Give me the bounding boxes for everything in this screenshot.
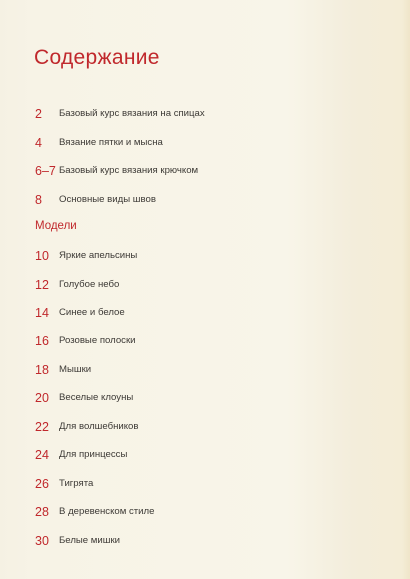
toc-page-number: 10 [35,249,49,263]
toc-entry-label: Для волшебников [59,421,139,432]
toc-page-number: 14 [35,306,49,320]
toc-entry [35,420,365,436]
toc-entry [35,534,365,550]
toc-entry-label: Мышки [59,364,92,375]
toc-entry-label: Основные виды швов [59,194,156,205]
toc-entry [35,306,365,322]
toc-entry [35,505,365,521]
toc-entry [35,363,365,379]
toc-page-number: 8 [35,193,42,207]
toc-entry [35,193,365,209]
toc-page-number: 30 [35,534,49,548]
toc-entry-label: Синее и белое [59,307,125,318]
toc-entry [35,477,365,493]
toc-entry [35,107,365,123]
toc-entry-label: Яркие апельсины [59,250,138,261]
toc-entry-label: В деревенском стиле [59,506,155,517]
toc-entry-label: Розовые полоски [59,335,136,346]
toc-entry-label: Белые мишки [59,535,121,546]
toc-entry [35,278,365,294]
toc-entry-label: Базовый курс вязания на спицах [59,108,205,119]
page-title: Содержание [34,46,160,69]
toc-page-number: 22 [35,420,49,434]
toc-entry-label: Тигрята [59,478,94,489]
toc-page-number: 28 [35,505,49,519]
toc-entry [35,391,365,407]
toc-entry [35,334,365,350]
toc-page-number: 24 [35,448,49,462]
toc-entry [35,164,365,180]
toc-entry [35,448,365,464]
toc-page-number: 26 [35,477,49,491]
toc-page-number: 18 [35,363,49,377]
toc-page-number: 6–7 [35,164,56,178]
toc-entry [35,249,365,265]
section-heading-models: Модели [35,220,77,232]
toc-entry-label: Для принцессы [59,449,128,460]
toc-entry-label: Базовый курс вязания крючком [59,165,199,176]
toc-page-number: 16 [35,334,49,348]
toc-page-number: 2 [35,107,42,121]
toc-entry-label: Вязание пятки и мысна [59,137,163,148]
toc-page-number: 20 [35,391,49,405]
toc-entry-label: Веселые клоуны [59,392,134,403]
toc-entry [35,136,365,152]
toc-page-number: 12 [35,278,49,292]
toc-page-number: 4 [35,136,42,150]
toc-entry-label: Голубое небо [59,279,120,290]
